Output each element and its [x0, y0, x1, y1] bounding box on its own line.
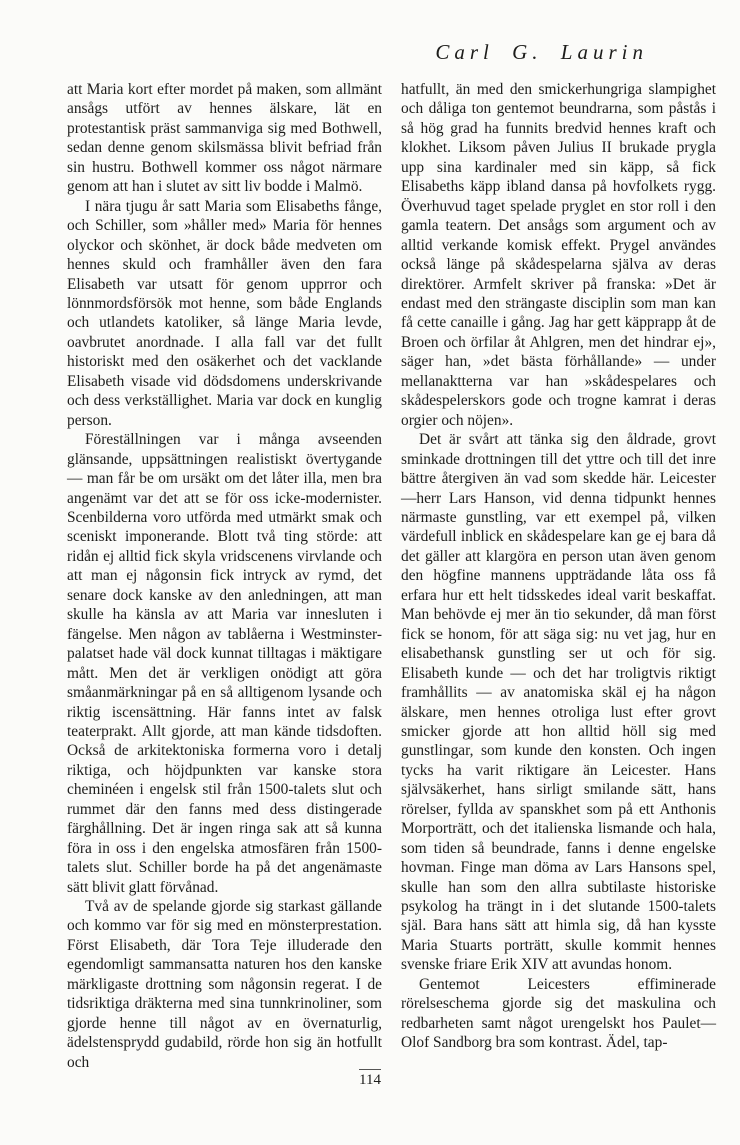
right-column [401, 80, 716, 1053]
paragraph: I nära tjugu år satt Maria som Elisabeths fånge, och Schiller, som »håller med» Maria för hennes olyckor och skönhet, är dock både medveten om hennes skuld och framhåller även den fara Elisabeth var utsatt för genom upprror och lönnmordsförsök mot henne, som både Englands och utlandets katoliker, så länge Maria levde, oavbrutet anordnade. I alla fall var det fullt historiskt med den osäkerhet och det vacklande Elisabeth visade vid dödsdomens underskrivande och dess verkställighet. Maria var dock en kunglig person. [67, 197, 382, 429]
left-column [67, 80, 382, 1072]
paragraph: Föreställningen var i många avseenden glänsande, uppsättningen realistiskt övertygande — man får be om ursäkt om det låter illa, men bra angenämt var det att se för oss icke-modernister. Scenbilderna voro utförda med utmärkt smak och sceniskt imponerande. Blott två ting störde: att ridån ej alltid fick skyla vridscenens virvlande och att man ej någonsin fick intryck av rymd, det senare dock kanske av den anledningen, att man skulle ha känsla av att Maria var innesluten i fängelse. Men någon av tablåerna i Westminster-palatset hade väl dock kunnat tilltagas i mäktigare mått. Men det är verkligen onödigt att göra småanmärkningar på en så alltigenom lysande och riktig iscensättning. Här fanns intet av falsk teaterprakt. Allt gjorde, att man kände tidsdoften. Också de arkitektoniska formerna voro i detalj riktiga, och höjdpunkten var kanske stora cheminéen i engelsk stil från 1500-talets slut och rummet där den fanns med dess distingerade färghållning. Det är ingen ringa sak att så kunna föra in oss i den engelska atmosfären från 1500-talets slut. Schiller borde ha på det angenämaste sätt blivit glatt förvånad. [67, 431, 382, 896]
paragraph: att Maria kort efter mordet på maken, som allmänt ansågs utfört av hennes älskare, lät en protestantisk präst sammanviga sig med Bothwell, sedan denne genom skilsmässa blivit befriad från sin hustru. Bothwell kommer oss något närmare genom att han i slutet av sitt liv bodde i Malmö. [67, 81, 382, 196]
page-number-container [0, 1069, 740, 1089]
paragraph: Det är svårt att tänka sig den åldrade, grovt sminkade drottningen till det yttre och till det inre bättre återgiven än vad som skedde här. Leicester—herr Lars Hanson, vid denna tidpunkt hennes närmaste gunstling, var ett exempel på, vilken värdefull inblick en skådespelare kan ge ej bara då det gäller att klargöra en person utan även genom den högfine mannens uppträdande låta oss få erfara hur ett helt tidsskedes ideal varit beskaffat. Man behövde ej mer än tio sekunder, då man först fick se honom, för att säga sig: nu vet jag, hur en elisabethansk gunstling ser ut och för sig. Elisabeth kunde — och det har troligtvis riktigt framhållits — av anatomiska skäl ej ha någon älskare, men hennes otroliga lust efter grovt smicker gjorde att hon alltid höll sig med gunstlingar, som kunde den konsten. Och ingen tycks ha varit riktigare än Leicester. Hans självsäkerhet, hans sirligt smilande sätt, hans rörelser, fyllda av spanskhet som på ett Anthonis Morporträtt, och det italienska lismande och hala, som tiden så beundrade, fanns i denne engelske hovman. Finge man döma av Lars Hansons spel, skulle han som den allra subtilaste historiske psykolog ha trängt in i det slutande 1500-talets själ. Bara hans sätt att himla sig, då han kysste Maria Stuarts porträtt, skulle kommit hennes svenske friare Erik XIV att avundas honom. [401, 431, 716, 974]
paragraph: Gentemot Leicesters effiminerade rörelseschema gjorde sig det maskulina och redbarheten samt något urengelskt hos Paulet—Olof Sandborg bra som kontrast. Ädel, tap- [401, 975, 716, 1052]
page-number: 114 [359, 1069, 381, 1089]
running-header: Carl G. Laurin [435, 40, 648, 64]
paragraph: Två av de spelande gjorde sig starkast gällande och kommo var för sig med en mönsterprestation. Först Elisabeth, där Tora Teje illuderade den egendomligt sammansatta naturen hos den kanske märkligaste drottning som någonsin regerat. I de tidsriktiga dräkterna med sina tunnkrinoliner, som gjorde henne till något av en övernaturlig, ädelstensprydd gudabild, rörde hon sig än hotfullt och [67, 898, 382, 1071]
paragraph: hatfullt, än med den smickerhungriga slampighet och dåliga ton gentemot beundrarna, som påstås i så hög grad ha funnits bredvid hennes kraft och klokhet. Liksom påven Julius II brukade prygla upp sina kardinaler med sin käpp, så fick Elisabeths käpp ibland dansa på hovfolkets rygg. Överhuvud taget spelade pryglet en stor roll i den gamla teatern. Det ansågs som argument och av alltid verkande komisk effekt. Prygel användes också länge på skådespelarna själva av deras direktörer. Armfelt skriver på franska: »Det är endast med den strängaste disciplin som man kan få cette canaille i gång. Jag har gett käpprapp åt de Broen och örfilar åt Ahlgren, men det hindrar ej», säger han, »det bästa förhållande» — under mellanaktterna var han »skådespelares och skådespelerskors gode och trogne kamrat i deras orgier och nöjen». [401, 81, 716, 429]
